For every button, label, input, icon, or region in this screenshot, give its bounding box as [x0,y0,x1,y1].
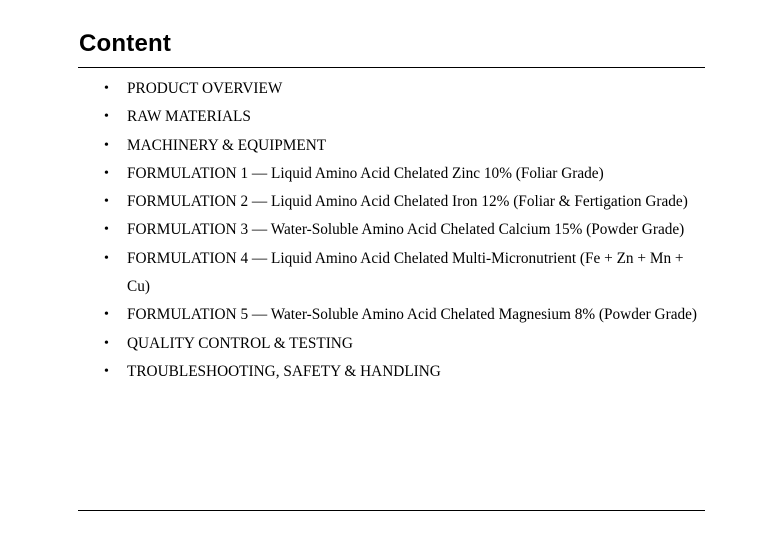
toc-item [78,301,705,329]
bullet-icon: • [104,81,109,96]
toc-item-label: FORMULATION 2 — Liquid Amino Acid Chelated Iron 12% (Foliar & Fertigation Grade) [127,193,688,211]
toc-item-label: FORMULATION 5 — Water-Soluble Amino Acid Chelated Magnesium 8% (Powder Grade) [127,306,698,324]
toc-item-label: RAW MATERIALS [127,108,251,126]
bullet-icon: • [104,250,109,266]
bullet-icon: • [104,109,109,125]
bullet-icon: • [104,165,109,181]
toc-item-label: QUALITY CONTROL & TESTING [127,334,353,352]
toc-item [78,216,705,244]
toc-item [78,358,705,386]
toc-item [78,160,705,188]
bullet-icon: • [104,222,109,238]
bullet-icon: • [104,194,109,210]
toc-item [78,132,705,160]
toc-item-label: TROUBLESHOOTING, SAFETY & HANDLING [127,362,441,380]
toc-item-label: PRODUCT OVERVIEW [127,80,283,97]
table-of-contents-list [78,75,705,386]
toc-item [78,75,705,103]
toc-item [78,103,705,131]
page-title: Content [79,30,172,57]
page-footer-divider [78,510,705,511]
toc-item [78,245,705,302]
title-divider [78,67,705,68]
toc-item-label: FORMULATION 3 — Water-Soluble Amino Acid Chelated Calcium 15% (Powder Grade) [127,221,685,239]
toc-item [78,330,705,358]
bullet-icon: • [104,137,109,153]
toc-item [78,188,705,216]
toc-item-label: FORMULATION 1 — Liquid Amino Acid Chelated Zinc 10% (Foliar Grade) [127,164,604,182]
bullet-icon: • [104,335,109,351]
toc-item-label: MACHINERY & EQUIPMENT [127,136,327,154]
bullet-icon: • [104,363,109,379]
bullet-icon: • [104,307,109,323]
toc-item-label: FORMULATION 4 — Liquid Amino Acid Chelated Multi-Micronutrient (Fe + Zn + Mn + Cu) [127,249,684,296]
